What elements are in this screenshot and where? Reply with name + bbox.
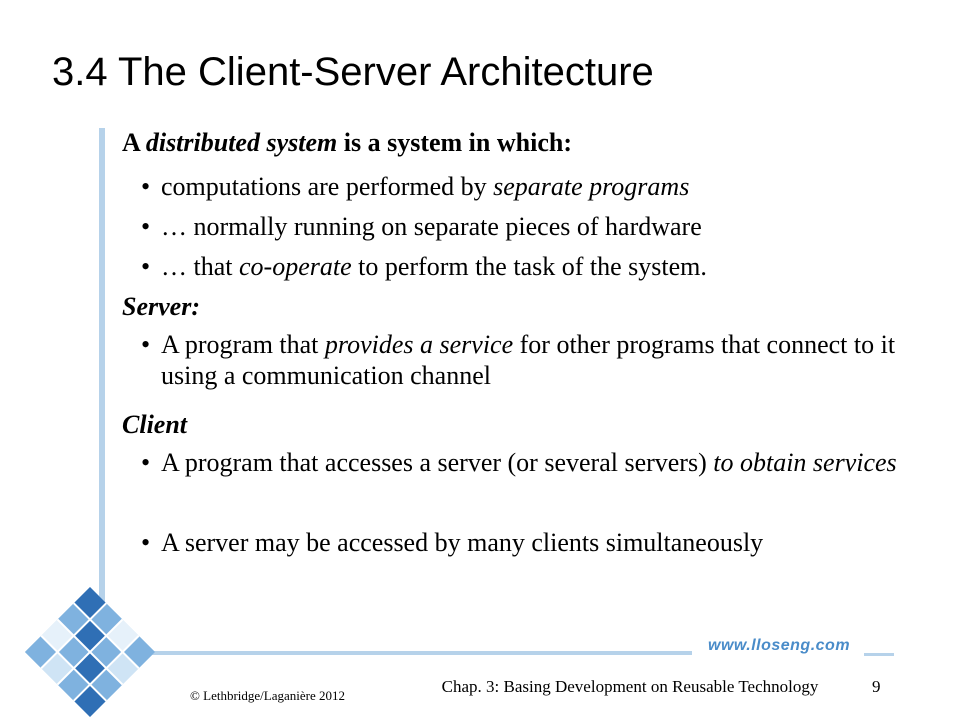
bullet-text: … normally running on separate pieces of hardware [161, 212, 702, 241]
bullet-emphasis: provides a service [324, 330, 514, 359]
bullet-text: … that [161, 252, 239, 281]
copyright-footer: © Lethbridge/Laganière 2012 [190, 688, 345, 703]
frame-horizontal-line [150, 651, 692, 655]
bullet-text-end: for other programs that connect to it using a communication channel [161, 330, 896, 390]
bullet-text: A program that accesses a server (or several servers) [161, 448, 714, 477]
list-item [122, 447, 922, 527]
server-heading [122, 291, 922, 329]
client-heading-text: Client [122, 410, 188, 439]
bullet-icon: • [141, 212, 151, 241]
slide-body [122, 127, 922, 607]
slide-title: 3.4 The Client-Server Architecture [52, 50, 654, 94]
chapter-footer: Chap. 3: Basing Development on Reusable Technology [441, 677, 819, 696]
list-item [122, 211, 922, 251]
bullet-icon: • [141, 330, 151, 359]
bullet-emphasis: separate programs [493, 172, 690, 201]
bullet-icon: • [141, 252, 151, 281]
bullet-text: A program that [161, 330, 325, 359]
definition-suffix: is a system in which: [337, 128, 572, 157]
bullet-text: computations are performed by [161, 172, 494, 201]
bullet-emphasis: to obtain services [713, 448, 897, 477]
server-heading-text: Server: [122, 292, 200, 321]
bullet-icon: • [141, 172, 151, 201]
list-item [122, 329, 922, 409]
definition-heading [122, 127, 922, 171]
definition-prefix: A [122, 128, 146, 157]
logo-mosaic-icon [20, 578, 160, 720]
bullet-text-end: to perform the task of the system. [351, 252, 707, 281]
bullet-icon: • [141, 528, 151, 557]
definition-term: distributed system [145, 128, 338, 157]
frame-vertical-line [99, 128, 105, 633]
list-item [122, 251, 922, 291]
list-item [122, 527, 922, 607]
bullet-icon: • [141, 448, 151, 477]
website-url: www.lloseng.com [708, 637, 851, 654]
bullet-text: A server may be accessed by many clients simultaneously [161, 528, 764, 557]
list-item [122, 171, 922, 211]
frame-horizontal-line-right [864, 653, 894, 656]
bullet-emphasis: co-operate [239, 252, 352, 281]
page-number: 9 [872, 677, 881, 696]
client-heading [122, 409, 922, 447]
